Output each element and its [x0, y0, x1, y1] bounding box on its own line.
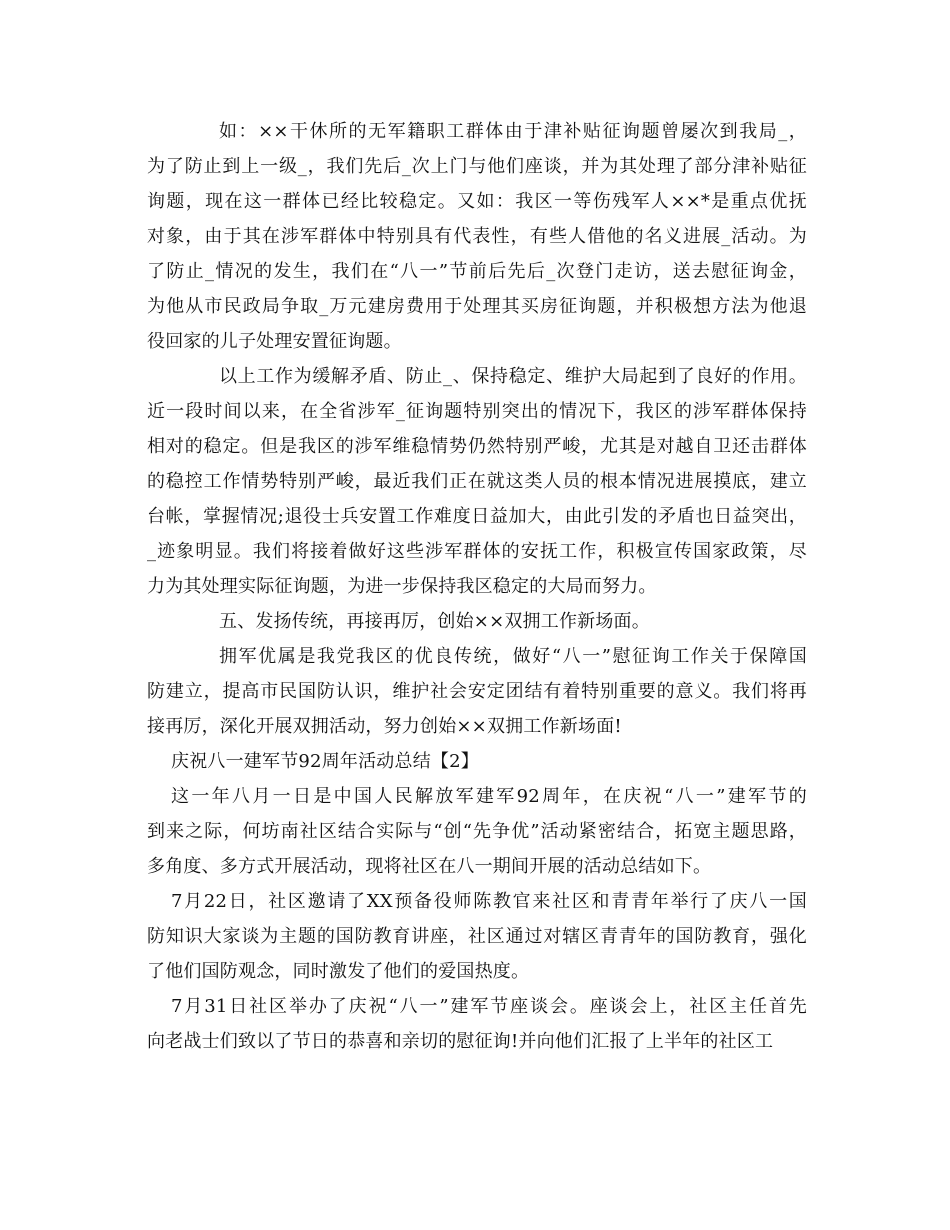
- text-line: 防建立，提高市民国防认识，维护社会安定团结有着特别重要的意义。我们将再: [147, 681, 807, 702]
- text-line: 7月31日社区举办了庆祝“八一”建军节座谈会。座谈会上，社区主任首先: [171, 996, 807, 1017]
- text-line: 多角度、多方式开展活动，现将社区在八一期间开展的活动总结如下。: [147, 856, 712, 877]
- text-line: 询题，现在这一群体已经比较稳定。又如：我区一等伤残军人××*是重点优抚: [147, 191, 807, 212]
- text-line: 向老战士们致以了节日的恭喜和亲切的慰征询!并向他们汇报了上半年的社区工: [147, 1031, 774, 1052]
- text-line: 7月22日，社区邀请了XX预备役师陈教官来社区和青青年举行了庆八一国: [171, 891, 807, 912]
- text-line: 力为其处理实际征询题，为进一步保持我区稳定的大局而努力。: [147, 576, 657, 597]
- text-line: 拥军优属是我党我区的优良传统，做好“八一”慰征询工作关于保障国: [219, 646, 807, 667]
- text-line: 近一段时间以来，在全省涉军_征询题特别突出的情况下，我区的涉军群体保持: [147, 401, 807, 422]
- text-line: 接再厉，深化开展双拥活动，努力创始××双拥工作新场面!: [147, 716, 622, 737]
- text-line: 役回家的儿子处理安置征询题。: [147, 331, 402, 352]
- text-line: 对象，由于其在涉军群体中特别具有代表性，有些人借他的名义进展_活动。为: [147, 226, 807, 247]
- text-line: 了防止_情况的发生，我们在“八一”节前后先后_次登门走访，送去慰征询金，: [147, 261, 807, 282]
- text-line: _迹象明显。我们将接着做好这些涉军群体的安抚工作，积极宣传国家政策，尽: [147, 541, 807, 562]
- text-line: 如：××干休所的无军籍职工群体由于津补贴征询题曾屡次到我局_，: [219, 121, 807, 142]
- text-line: 台帐，掌握情况;退役士兵安置工作难度日益加大，由此引发的矛盾也日益突出，: [147, 506, 807, 527]
- text-line: 这一年八月一日是中国人民解放军建军92周年，在庆祝“八一”建军节的: [171, 786, 807, 807]
- text-line: 为他从市民政局争取_万元建房费用于处理其买房征询题，并积极想方法为他退: [147, 296, 807, 317]
- text-line: 相对的稳定。但是我区的涉军维稳情势仍然特别严峻，尤其是对越自卫还击群体: [147, 436, 807, 457]
- document-body: [147, 114, 807, 1059]
- text-line: 以上工作为缓解矛盾、防止_、保持稳定、维护大局起到了良好的作用。: [219, 366, 807, 387]
- text-line: 的稳控工作情势特别严峻，最近我们正在就这类人员的根本情况进展摸底，建立: [147, 471, 807, 492]
- text-line: 防知识大家谈为主题的国防教育讲座，社区通过对辖区青青年的国防教育，强化: [147, 926, 807, 947]
- text-line: 到来之际，何坊南社区结合实际与“创“先争优”活动紧密结合，拓宽主题思路，: [147, 821, 807, 842]
- text-line: 庆祝八一建军节92周年活动总结【2】: [171, 751, 479, 772]
- text-line: 了他们国防观念，同时激发了他们的爱国热度。: [147, 961, 530, 982]
- text-line: 五、发扬传统，再接再厉，创始××双拥工作新场面。: [219, 611, 650, 632]
- text-line: 为了防止到上一级_，我们先后_次上门与他们座谈，并为其处理了部分津补贴征: [147, 156, 807, 177]
